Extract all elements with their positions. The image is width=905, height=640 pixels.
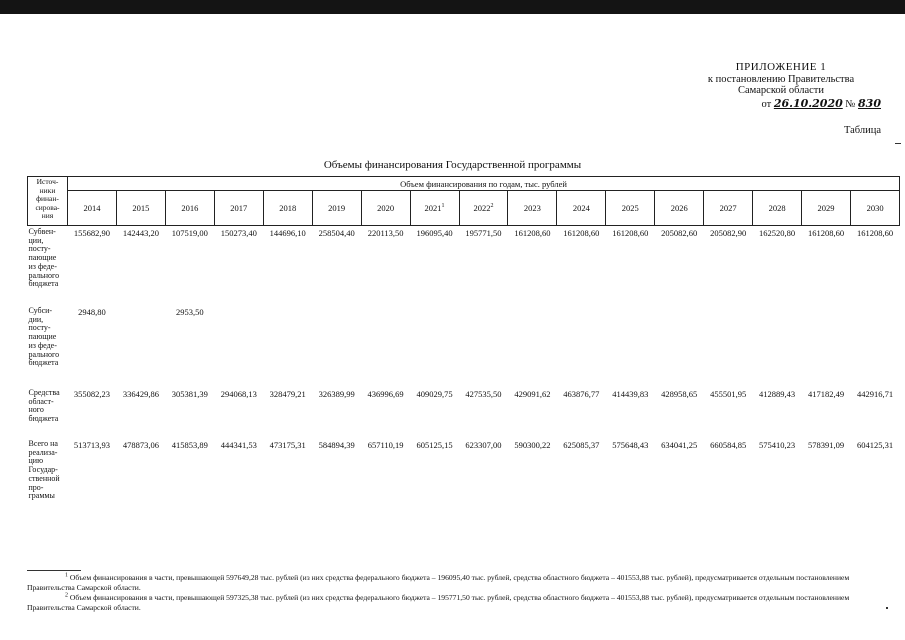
year-header-2015 [116,191,165,226]
year-footnote-mark: 1 [441,203,445,210]
year-header-2017 [214,191,263,226]
row-source-label: Субси- дии, посту- пающие из феде- рального бюджета [28,306,60,368]
value-cell: 205082,90 [710,228,747,238]
value-cell: 428958,65 [661,389,698,399]
year-header-2024 [557,191,606,226]
value-cell: 162520,80 [759,228,796,238]
value-cell: 412889,43 [759,389,796,399]
value-cell [508,305,557,387]
value-cell: 590300,22 [514,440,551,450]
value-cell: 161208,60 [514,228,551,238]
year-header-2027 [704,191,753,226]
footnote-2-text: Объем финансирования в части, превышающей 597325,38 тыс. рублей (из них средства федерального бюджета – 195771,50 тыс. рублей, средства областного бюджета – 401553,88 тыс. рублей), предусматривается отдельным постановлением Правительства Самарской области. [27,593,850,612]
value-cell: 604125,31 [857,440,894,450]
document-title: Объемы финансирования Государственной программы [323,159,582,171]
margin-dash [895,143,901,144]
value-cell: 513713,93 [73,440,111,450]
scan-speck [886,607,888,609]
value-cell [410,305,459,387]
footnote-rule [27,570,81,571]
years-group-header: Объем финансирования по годам, тыс. рублей [68,177,900,191]
year-label: 2026 [670,203,688,213]
year-footnote-mark: 2 [490,203,494,210]
row-source-label: Средства област- ного бюджета [28,388,60,424]
year-label: 2015 [132,203,150,213]
value-cell: 625085,37 [563,440,600,450]
value-cell: 161208,60 [563,228,600,238]
value-cell [361,305,410,387]
value-cell: 657110,19 [367,440,404,450]
value-cell: 2953,50 [176,307,204,317]
value-cell [557,305,606,387]
footnote-2-mark: 2 [65,592,68,599]
value-cell [851,305,900,387]
year-header-2025 [606,191,655,226]
row-source-label: Всего на реализа- цию Государ- ственной про- граммы [28,439,60,501]
value-cell: 155682,90 [73,228,111,238]
value-cell: 584894,39 [318,440,355,450]
year-label: 2029 [817,203,835,213]
year-label: 2019 [328,203,346,213]
appendix-line-1: к постановлению Правительства [707,74,855,85]
value-cell: 305381,39 [171,389,208,399]
year-header-2020 [361,191,410,226]
appendix-header [681,62,881,110]
value-cell: 205082,60 [661,228,698,238]
value-cell: 294068,13 [220,389,257,399]
footnote-1 [27,573,877,592]
year-label: 2030 [866,203,884,213]
value-cell: 417182,49 [807,389,845,399]
year-label: 2027 [719,203,737,213]
footnote-1-mark: 1 [65,572,68,579]
value-cell [753,305,802,387]
value-cell: 444341,53 [220,440,257,450]
year-label: 2018 [279,203,297,213]
value-cell: 220113,50 [367,228,404,238]
table-label: Таблица [843,125,881,136]
value-cell: 336429,86 [122,389,159,399]
value-cell: 455501,95 [710,389,747,399]
value-cell: 161208,60 [807,228,845,238]
value-cell [263,305,312,387]
value-cell: 2948,80 [78,307,106,317]
year-header-2028 [753,191,802,226]
decree-date: 26.10.2020 [773,97,843,110]
value-cell [802,305,851,387]
year-label: 2016 [181,203,199,213]
value-cell: 575648,43 [612,440,649,450]
value-cell [606,305,655,387]
value-cell [116,305,165,387]
ref-number-sign: № [845,99,856,110]
year-label: 2023 [523,203,541,213]
value-cell: 258504,40 [318,228,355,238]
value-cell [655,305,704,387]
year-header-2029 [802,191,851,226]
value-cell: 463876,77 [563,389,600,399]
value-cell: 195771,50 [465,228,502,238]
value-cell: 623307,00 [465,440,502,450]
year-header-2026 [655,191,704,226]
year-header-2030 [851,191,900,226]
footnote-2 [27,593,877,612]
value-cell: 660584,85 [710,440,747,450]
footnote-1-text: Объем финансирования в части, превышающей 597649,28 тыс. рублей (из них средства федерального бюджета – 196095,40 тыс. рублей, средства областного бюджета – 401553,88 тыс. рублей), предусматривается отдельным постановлением Правительства Самарской области. [27,573,850,592]
year-label: 2017 [230,203,248,213]
value-cell: 409029,75 [416,389,453,399]
year-header-2022 [459,191,508,226]
source-column-header-text: Источ- ники финан- сирова- ния [35,177,60,220]
value-cell: 142443,20 [122,228,159,238]
value-cell: 436996,69 [367,389,404,399]
table-row [28,305,900,387]
value-cell: 196095,40 [416,228,453,238]
year-label: 2021 [424,203,442,213]
value-cell [704,305,753,387]
value-cell: 355082,23 [73,389,111,399]
table-row [28,438,900,520]
value-cell: 107519,00 [171,228,208,238]
appendix-title: ПРИЛОЖЕНИЕ 1 [735,61,827,73]
financing-table [27,176,900,520]
table-row [28,387,900,438]
year-label: 2028 [768,203,786,213]
year-label: 2024 [572,203,590,213]
value-cell: 578391,09 [807,440,845,450]
value-cell: 575410,23 [759,440,796,450]
year-header-2014 [68,191,117,226]
appendix-line-2: Самарской области [738,85,824,96]
table-row [28,226,900,306]
source-column-header [28,177,68,226]
value-cell: 415853,89 [171,440,208,450]
value-cell [459,305,508,387]
value-cell: 150273,40 [220,228,257,238]
value-cell: 144696,10 [269,228,306,238]
scan-top-border [0,0,905,14]
year-label: 2022 [473,203,491,213]
year-header-2016 [165,191,214,226]
value-cell: 326389,99 [318,389,355,399]
value-cell: 427535,50 [465,389,502,399]
row-source-label: Субвен- ции, посту- пающие из феде- рального бюджета [28,227,60,289]
decree-number: 830 [858,97,881,110]
value-cell [214,305,263,387]
year-label: 2025 [621,203,639,213]
value-cell: 473175,31 [269,440,306,450]
value-cell: 634041,25 [661,440,698,450]
value-cell: 161208,60 [612,228,649,238]
value-cell: 478873,06 [122,440,159,450]
value-cell [312,305,361,387]
decree-reference [681,98,881,110]
value-cell: 429091,62 [514,389,551,399]
year-header-2023 [508,191,557,226]
value-cell: 442916,71 [857,389,894,399]
year-label: 2020 [377,203,395,213]
value-cell: 414439,83 [612,389,649,399]
value-cell: 605125,15 [416,440,453,450]
year-label: 2014 [83,203,101,213]
year-header-2021 [410,191,459,226]
year-header-2019 [312,191,361,226]
value-cell: 328479,21 [269,389,306,399]
ref-prefix: от [761,99,772,110]
value-cell: 161208,60 [857,228,894,238]
year-header-2018 [263,191,312,226]
